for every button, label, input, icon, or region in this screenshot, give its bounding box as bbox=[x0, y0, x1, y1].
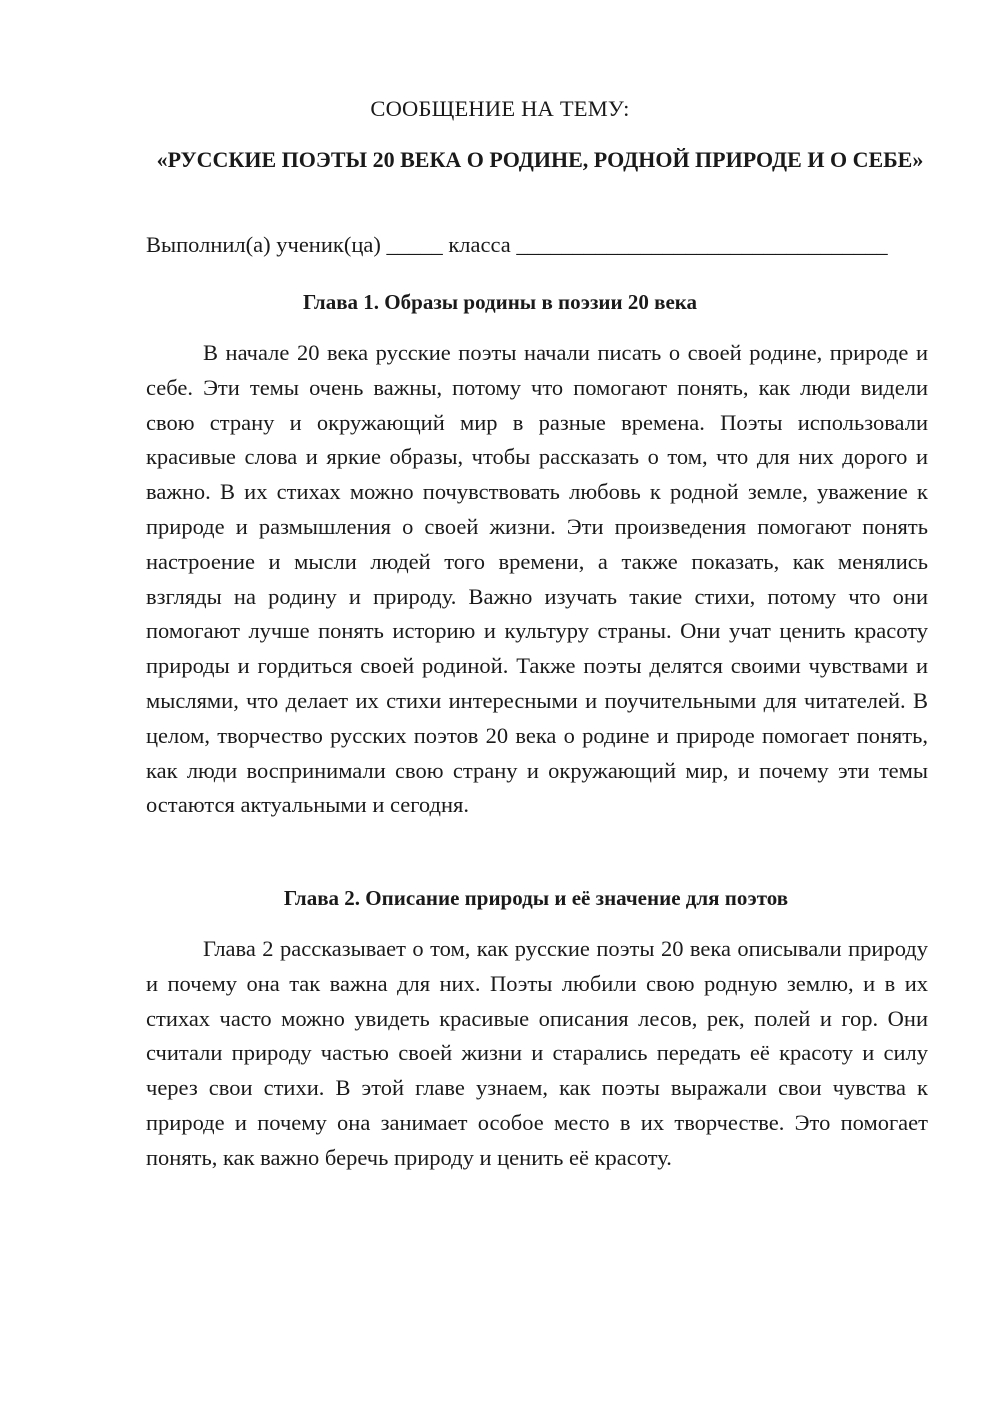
chapter-2-text: Глава 2 рассказывает о том, как русские поэты 20 века описывали природу и почему она так важна для них. Поэты любили свою родную землю, и в их стихах часто можно увидеть красивые описания лесов, рек, полей и гор. Они считали природу частью своей жизни и старались передать её красоту и силу через свои стихи. В этой главе узнаем, как поэты выражали свои чувства к природе и почему она занимает особое место в их творчестве. Это помогает понять, как важно беречь природу и ценить её красоту. bbox=[146, 936, 928, 1170]
chapter-2-heading: Глава 2. Описание природы и её значение для поэтов bbox=[283, 886, 789, 910]
chapter-1-heading: Глава 1. Образы родины в поэзии 20 века bbox=[302, 290, 698, 314]
author-line: Выполнил(а) ученик(ца) _____ класса _________________________________ bbox=[146, 232, 888, 257]
document-kind: СООБЩЕНИЕ НА ТЕМУ: bbox=[370, 96, 630, 121]
chapter-1-text: В начале 20 века русские поэты начали писать о своей родине, природе и себе. Эти темы очень важны, потому что помогают понять, как люди видели свою страну и окружающий мир в разные времена. Поэты использовали красивые слова и яркие образы, чтобы рассказать о том, что для них дорого и важно. В их стихах можно почувствовать любовь к родной земле, уважение к природе и размышления о своей жизни. Эти произведения помогают понять настроение и мысли людей того времени, а также показать, как менялись взгляды на родину и природу. Важно изучать такие стихи, потому что они помогают лучше понять историю и культуру страны. Они учат ценить красоту природы и гордиться своей родиной. Также поэты делятся своими чувствами и мыслями, что делает их стихи интересными и поучительными для читателей. В целом, творчество русских поэтов 20 века о родине и природе помогает понять, как люди воспринимали свою страну и окружающий мир, и почему эти темы остаются актуальными и сегодня. bbox=[146, 340, 928, 818]
document-title: «РУССКИЕ ПОЭТЫ 20 ВЕКА О РОДИНЕ, РОДНОЙ ПРИРОДЕ И О СЕБЕ» bbox=[156, 147, 924, 172]
